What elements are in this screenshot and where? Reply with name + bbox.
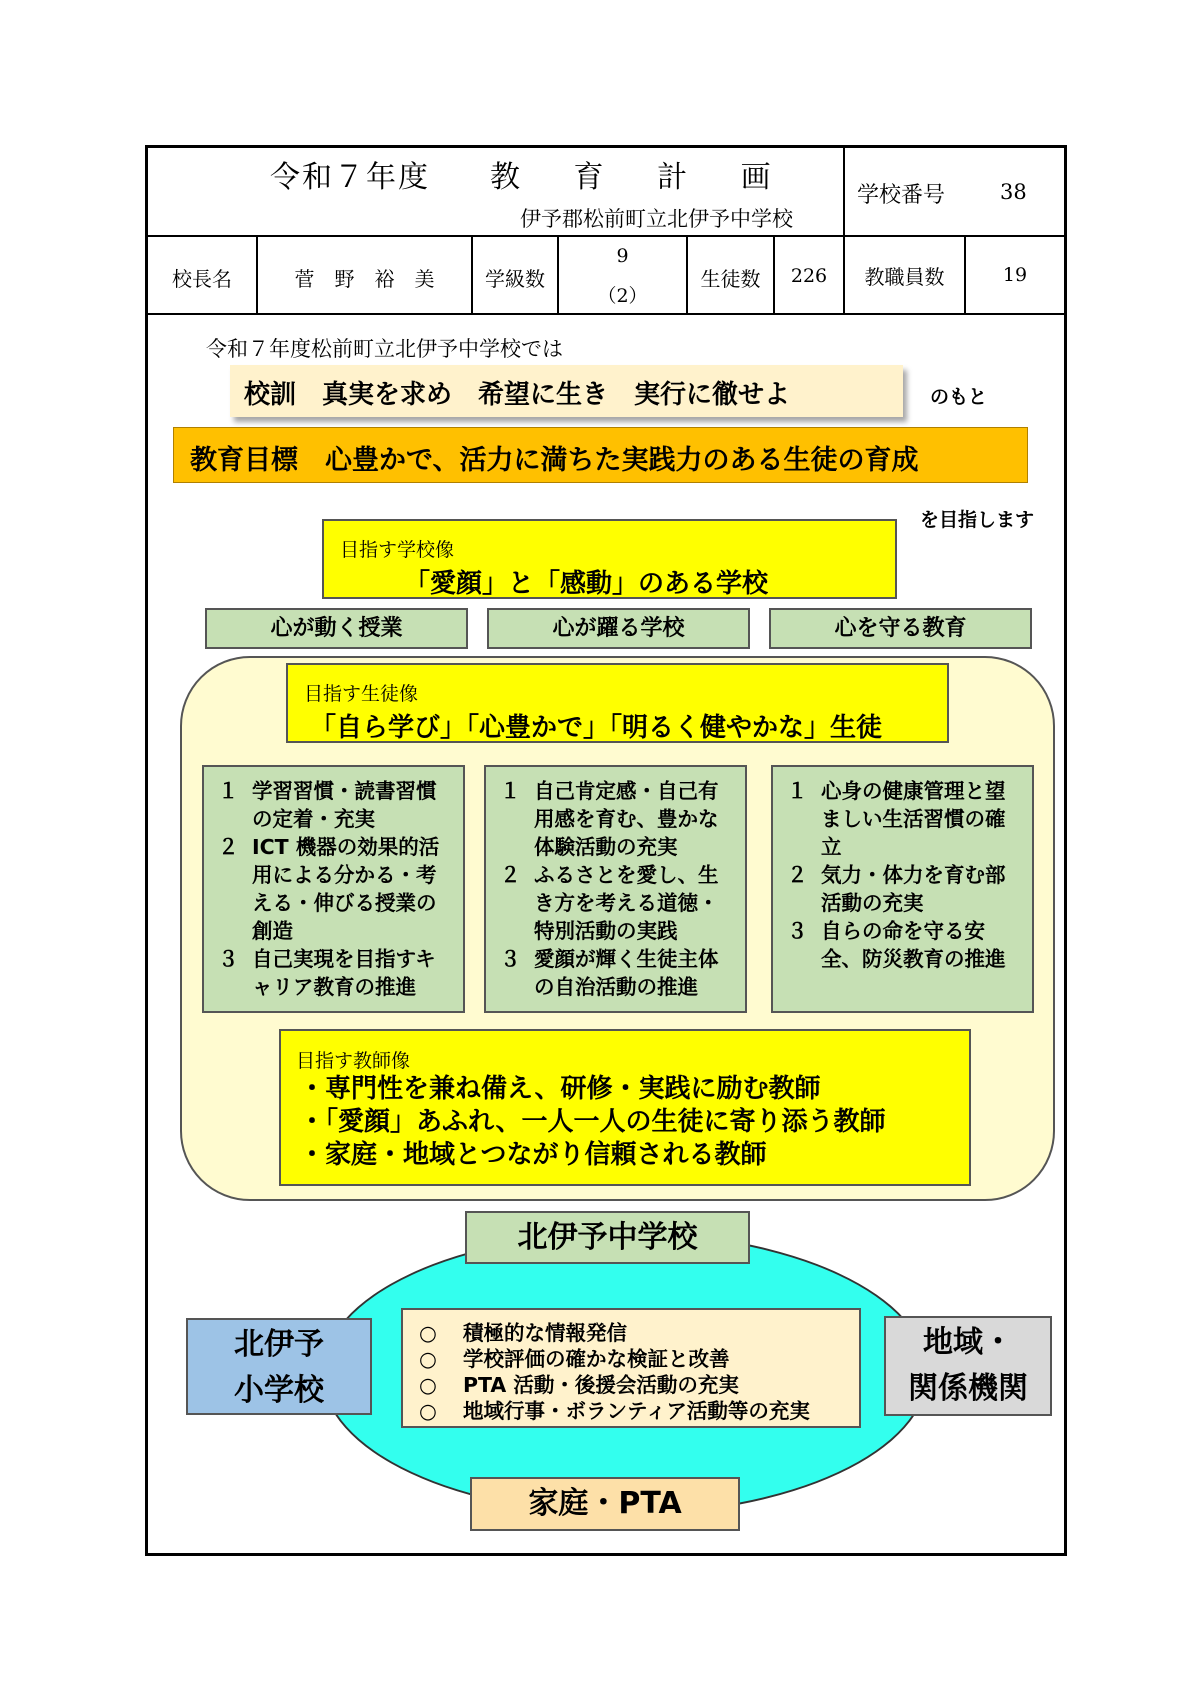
community-action-item	[419, 1320, 849, 1346]
staff-value: 19	[1002, 264, 1028, 286]
goal-item-text: ふるさとを愛し、生き方を考える道徳・特別活動の実践	[534, 863, 719, 943]
goal-item-text: 気力・体力を育む部活動の充実	[821, 863, 1006, 915]
student-goal-column-2	[484, 765, 747, 1013]
goal-item-number: １	[500, 779, 521, 803]
circle-bullet-icon: ○	[419, 1347, 437, 1371]
goal-item-number: １	[218, 779, 239, 803]
goal-item	[787, 917, 1022, 973]
school-image-label: 目指す学校像	[340, 539, 455, 561]
motto-suffix: のもと	[930, 386, 988, 408]
community-action-item	[419, 1398, 849, 1424]
school-name: 伊予郡松前町立北伊予中学校	[520, 207, 793, 231]
goal-item	[218, 833, 453, 945]
header-divider	[843, 145, 845, 237]
region-node	[884, 1316, 1052, 1416]
classes-value: 9	[616, 245, 629, 267]
goal-item-number: ３	[218, 947, 239, 971]
classes-label: 学級数	[485, 267, 545, 291]
student-goal-column-1	[202, 765, 465, 1013]
goal-item	[500, 777, 735, 861]
motto-text: 校訓 真実を求め 希望に生き 実行に徹せよ	[244, 380, 791, 410]
circle-bullet-icon: ○	[419, 1399, 437, 1423]
community-action-item	[419, 1372, 849, 1398]
teacher-image-label: 目指す教師像	[296, 1050, 411, 1072]
goal-item	[500, 945, 735, 1001]
community-action-text: 地域行事・ボランティア活動等の充実	[463, 1399, 810, 1423]
students-value: 226	[790, 265, 828, 287]
school-image-text: 「愛顔」と「感動」のある学校	[404, 569, 769, 599]
school-image-box	[322, 519, 897, 599]
school-number-label: 学校番号	[857, 183, 946, 208]
pillar-school: 心が躍る学校	[487, 608, 750, 649]
student-image-label: 目指す生徒像	[304, 683, 419, 705]
goal-item-text: 学習習慣・読書習慣の定着・充実	[252, 779, 437, 831]
goal-item	[218, 945, 453, 1001]
goal-item-text: 心身の健康管理と望ましい生活習慣の確立	[821, 779, 1006, 859]
staff-label: 教職員数	[864, 265, 945, 289]
student-image-box	[286, 663, 949, 743]
teacher-goal-item: ・家庭・地域とつながり信頼される教師	[299, 1140, 767, 1170]
school-number-value: 38	[1000, 180, 1027, 204]
elementary-line-1: 北伊予	[234, 1327, 324, 1362]
circle-bullet-icon: ○	[419, 1373, 437, 1397]
elementary-node	[186, 1318, 372, 1415]
pillar-lessons: 心が動く授業	[205, 608, 468, 649]
community-action-text: 学校評価の確かな検証と改善	[463, 1347, 730, 1371]
region-line-1: 地域・	[923, 1325, 1013, 1360]
goal-item-text: ICT 機器の効果的活用による分かる・考える・伸びる授業の創造	[252, 835, 440, 943]
elementary-line-2: 小学校	[234, 1373, 324, 1408]
goal-item-text: 愛顔が輝く生徒主体の自治活動の推進	[534, 947, 719, 999]
school-node: 北伊予中学校	[465, 1211, 750, 1264]
title-main: 教 育 計 画	[490, 160, 793, 195]
circle-bullet-icon: ○	[419, 1321, 437, 1345]
principal-label: 校長名	[172, 267, 232, 291]
goal-item-text: 自己実現を目指すキャリア教育の推進	[252, 947, 436, 999]
community-action-text: PTA 活動・後援会活動の充実	[463, 1373, 739, 1397]
goal-suffix: を目指します	[920, 509, 1035, 531]
page-title	[270, 152, 793, 196]
goal-item-number: ２	[500, 863, 521, 887]
community-action-item	[419, 1346, 849, 1372]
teacher-image-box	[279, 1029, 971, 1186]
teacher-goal-item: ・「愛顔」あふれ、一人一人の生徒に寄り添う教師	[299, 1107, 886, 1137]
goal-item-number: ３	[787, 919, 808, 943]
goal-item-number: ２	[787, 863, 808, 887]
title-year: 令和７年度	[270, 160, 430, 195]
community-action-text: 積極的な情報発信	[463, 1321, 627, 1345]
motto-box	[230, 365, 903, 417]
goal-item	[500, 861, 735, 945]
goal-box	[173, 427, 1028, 483]
classes-sub: （2）	[597, 285, 648, 307]
principal-name: 菅 野 裕 美	[294, 267, 435, 291]
student-goal-column-3	[771, 765, 1034, 1013]
students-label: 生徒数	[700, 267, 761, 291]
goal-item	[218, 777, 453, 833]
goal-text: 教育目標 心豊かで、活力に満ちた実践力のある生徒の育成	[190, 445, 919, 476]
goal-item-text: 自己肯定感・自己有用感を育む、豊かな体験活動の充実	[534, 779, 719, 859]
goal-item-number: １	[787, 779, 808, 803]
pillar-education: 心を守る教育	[769, 608, 1032, 649]
goal-item	[787, 777, 1022, 861]
goal-item-number: ２	[218, 835, 239, 859]
teacher-goal-item: ・専門性を兼ね備え、研修・実践に励む教師	[299, 1074, 821, 1104]
home-pta-node: 家庭・PTA	[470, 1477, 740, 1531]
community-actions-box	[401, 1308, 861, 1428]
intro-text: 令和７年度松前町立北伊予中学校では	[206, 337, 563, 361]
goal-item-text: 自らの命を守る安全、防災教育の推進	[821, 919, 1006, 971]
student-image-text: 「自ら学び」「心豊かで」「明るく健やかな」生徒	[310, 713, 883, 743]
region-line-2: 関係機関	[908, 1371, 1028, 1406]
goal-item-number: ３	[500, 947, 521, 971]
goal-item	[787, 861, 1022, 917]
